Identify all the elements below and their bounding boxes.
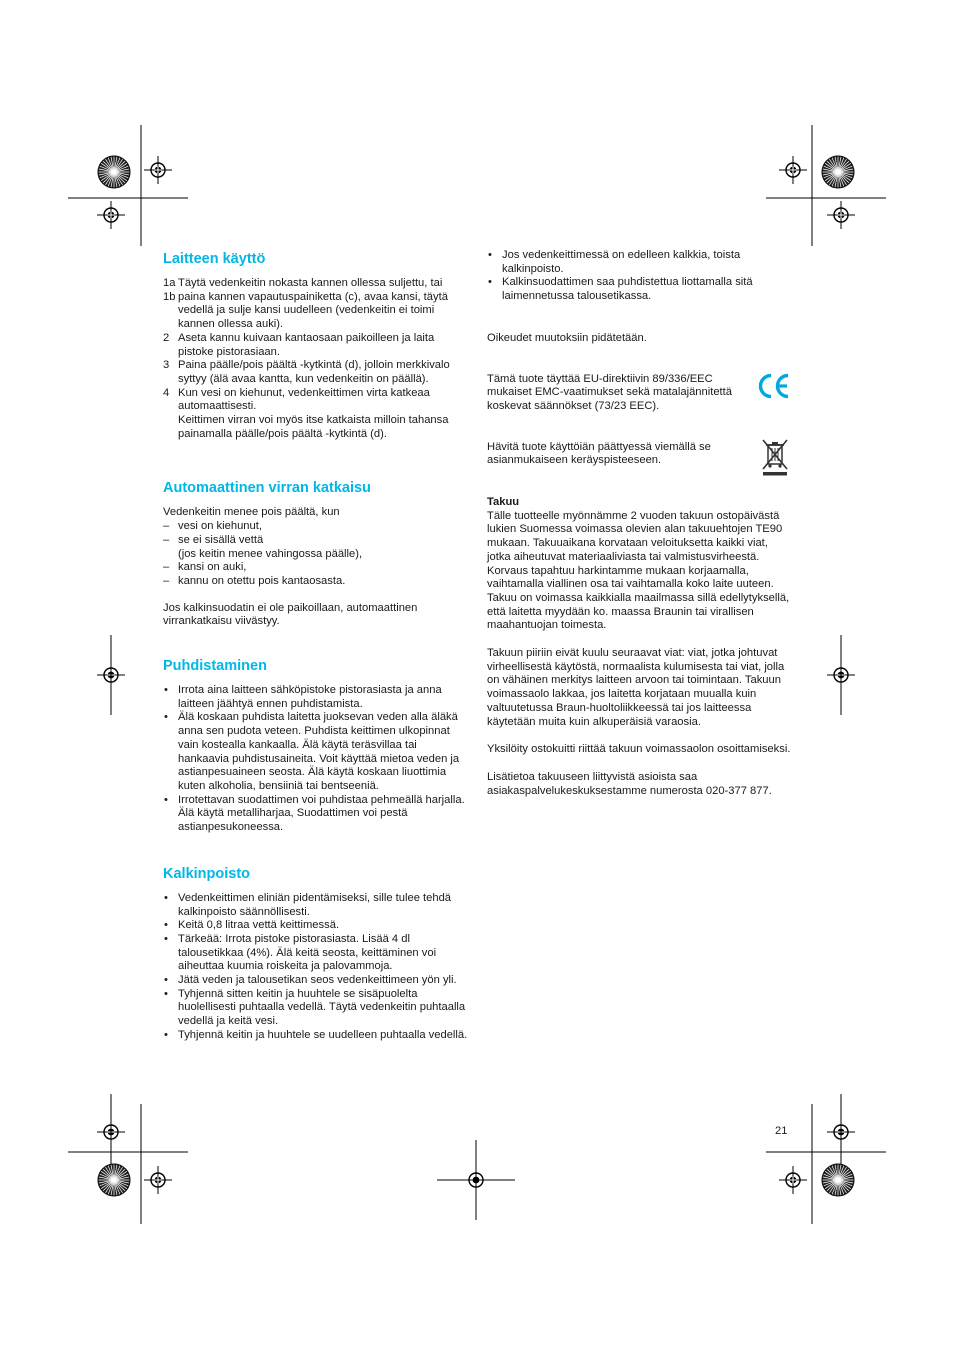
warranty-paragraph: Tälle tuotteelle myönnämme 2 vuoden takuun ostopäivästä lukien Suomessa voimassa olevien alan takuuehtojen TE90 mukaan. Takuuaikana korvataan veloituksetta kaikki viat, jotka aiheutuvat materiaaliviasta tai valmistusvirheestä. Korvaus tapahtuu harkintamme mukaan korjaamalla, vaihtamalla viallinen osa tai vaihtamalla koko laite uuteen. Takuu on voimassa kaikkialla maailmassa sillä edellytyksellä, että laitetta myydään ko. maassa Braunin tai virallisen maahantuojan toimesta. [487,509,790,632]
list-item: • Tärkeää: Irrota pistoke pistorasiasta. Lisää 4 dl talousetikkaa (4%). Älä keitä seosta, keittäminen voi aiheuttaa kuumia roiskeita ja palovammoja. [163,933,468,974]
registration-mark-icon [144,156,172,184]
list-item: • Jätä veden ja talousetikan seos vedenkeittimeen yön yli. [163,974,468,988]
list-item: – kansi on auki, [163,561,468,575]
rights-reserved-text: Oikeudet muutoksiin pidätetään. [487,331,647,344]
step-text: Paina päälle/pois päältä -kytkintä (d), jolloin merkkivalo syttyy (älä avaa kantta, kun vedenkeitin on päällä). [178,359,450,385]
color-wheel-icon [822,1164,854,1196]
ce-compliance-text: Tämä tuote täyttää EU-direktiivin 89/336/EEC mukaiset EMC-vaatimukset sekä matalajännitettä koskevat säännökset (73/23 EEC). [487,372,732,412]
auto-off-note: Jos kalkinsuodatin ei ole paikoillaan, automaattinen virrankatkaisu viivästyy. [163,601,418,628]
warranty-section [487,496,792,798]
list-item: • Irrotettavan suodattimen voi puhdistaa pehmeällä harjalla. Älä käytä metalliharjaa, Suodattimen voi pestä astianpesukoneessa. [163,794,468,835]
ce-mark-icon [757,371,791,401]
auto-off-list [163,520,468,589]
warranty-paragraph: Lisätietoa takuuseen liittyvistä asioista saa asiakaspalvelukeskuksestamme numerosta 020-377 877. [487,770,772,797]
list-item: • Jos vedenkeittimessä on edelleen kalkkia, toista kalkinpoisto. [487,249,792,276]
list-item: • Kalkinsuodattimen saa puhdistettua liottamalla sitä laimennetussa talousetikassa. [487,276,792,303]
step-text: Kun vesi on kiehunut, vedenkeittimen virta katkeaa automaattisesti. [178,386,430,413]
step-text: Aseta kannu kuivaan kantaosaan paikoilleen ja laita pistoke pistorasiaan. [178,331,435,358]
list-item: • Tyhjennä sitten keitin ja huuhtele se sisäpuolelta huolellisesti puhtaalla vedellä. Täytä vedenkeitin puhtaalla vedellä ja keitä vesi. [163,988,468,1029]
cleaning-list [163,684,468,835]
list-item [163,277,468,291]
color-wheel-icon [98,1164,130,1196]
usage-heading: Laitteen käyttö [163,251,266,267]
descaling-heading: Kalkinpoisto [163,865,251,882]
step-number: 1b [163,290,176,303]
list-item: – kannu on otettu pois kantaosasta. [163,575,468,589]
step-text: Täytä vedenkeitin nokasta kannen ollessa suljettu, tai [178,277,443,289]
disposal-row [487,441,752,468]
registration-mark-icon [779,156,807,184]
warranty-paragraph: Takuun piiriin eivät kuulu seuraavat viat: viat, jotka johtuvat virheellisestä käytöstä, normaalista kulumisesta tai viat, jolla on vähäinen merkitys laitteen arvoon tai toimintaan. Takuun voimassaolo lakkaa, jos laitetta korjataan muualla kuin valtuutetussa Braun-huoltoliikkeessä tai jos laitteessa käytetään muita kuin alkuperäisiä varaosia. [487,647,785,728]
descaling-list [163,892,468,1043]
warranty-title: Takuu [487,496,520,509]
auto-off-heading: Automaattinen virran katkaisu [163,480,371,497]
crossed-bin-icon [760,438,790,476]
descaling-section [163,865,468,1043]
right-column [487,249,792,798]
step-text: paina kannen vapautuspainiketta (c), avaa kansi, täytä vedellä ja sulje kansi uudelleen (vedenkeitin ei toimi kannen ollessa auki). [178,290,448,331]
list-item: • Irrota aina laitteen sähköpistoke pistorasiasta ja anna laitteen jäähtyä ennen puhdistamista. [163,684,468,711]
warranty-paragraph: Yksilöity ostokuitti riittää takuun voimassaolon osoittamiseksi. [487,743,791,756]
disposal-text: Hävitä tuote käyttöiän päättyessä viemällä se asianmukaiseen keräyspisteeseen. [487,440,711,467]
step-number: 2 [163,331,170,344]
cleaning-section [163,657,468,835]
list-item [163,387,468,442]
list-item-note: (jos keitin menee vahingossa päälle), [178,547,363,560]
list-item [163,534,468,561]
list-item: – vesi on kiehunut, [163,520,468,534]
descaling-continued-list [487,249,792,304]
color-wheel-icon [822,156,854,188]
list-item: • Älä koskaan puhdista laitetta juoksevan veden alla äläkä anna sen pudota veteen. Puhdista keittimen ulkopinnat vain kostealla kankaalla. Älä käytä teräsvillaa tai hankaavia puhdistusaineita. Voit käyttää mietoa veden ja astianpesuaineen seosta. Älä käytä koskaan liuottimia kuten alkoholia, bensiiniä tai bentseeniä. [163,711,468,793]
ce-compliance-row [487,373,752,414]
list-item [163,332,468,359]
usage-section [163,250,468,441]
registration-mark-icon [827,201,855,229]
list-item [163,359,468,386]
registration-mark-icon [97,201,125,229]
list-item [163,291,468,332]
step-extra-text: Keittimen virran voi myös itse katkaista milloin tahansa painamalla päälle/pois päältä -kytkintä (d). [178,414,449,440]
step-number: 1a [163,277,176,289]
auto-off-intro: Vedenkeitin menee pois päältä, kun [163,506,340,519]
list-item: • Keitä 0,8 litraa vettä keittimessä. [163,919,468,933]
usage-steps [163,277,468,441]
registration-mark-icon [144,1166,172,1194]
list-item: • Vedenkeittimen eliniän pidentämiseksi, sille tulee tehdä kalkinpoisto säännöllisesti. [163,892,468,919]
list-item-text: se ei sisällä vettä [178,533,264,546]
left-column [163,250,468,1043]
registration-mark-icon [779,1166,807,1194]
color-wheel-icon [98,156,130,188]
page-number: 21 [775,1125,788,1137]
cleaning-heading: Puhdistaminen [163,658,267,675]
list-item: • Tyhjennä keitin ja huuhtele se uudelleen puhtaalla vedellä. [163,1029,468,1043]
step-number: 3 [163,359,170,372]
auto-off-section [163,479,468,629]
step-number: 4 [163,386,170,399]
